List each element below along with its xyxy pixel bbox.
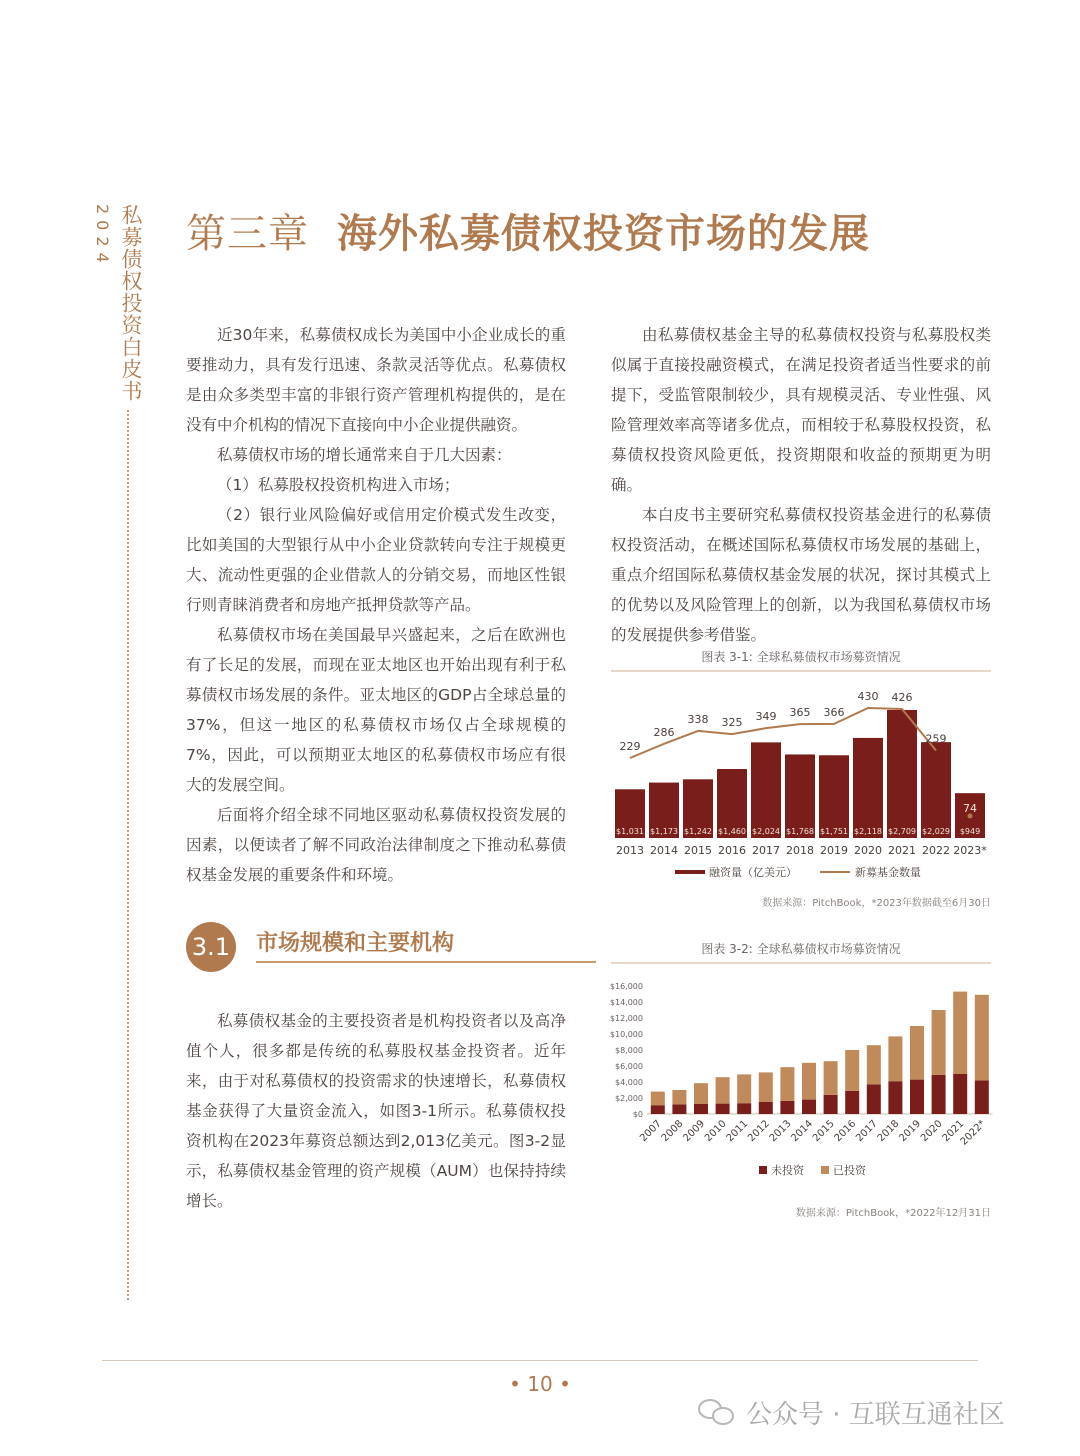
x-tick-label: 2021 — [888, 844, 916, 857]
bar-invested — [932, 1010, 946, 1075]
bar-uninvested — [780, 1101, 794, 1114]
line-data-label: 430 — [857, 690, 879, 703]
wechat-icon — [698, 1397, 738, 1427]
line-data-label: 366 — [823, 705, 845, 719]
section-number-badge: 3.1 — [186, 922, 236, 972]
right-column — [611, 320, 991, 650]
figure-2-source: 数据来源：PitchBook，*2022年12月31日 — [795, 1208, 991, 1219]
paragraph: 私募债权市场在美国最早兴盛起来，之后在欧洲也有了长足的发展，而现在亚太地区也开始出现有利于私募债权市场发展的条件。亚太地区的GDP占全球总量的37%，但这一地区的私募债权市场仅占全球规模的7%，因此，可以预期亚太地区的私募债权市场应有很大的发展空间。 — [186, 626, 566, 794]
figure-1-rule — [611, 670, 991, 672]
bar-invested — [888, 1036, 902, 1081]
bar-uninvested — [802, 1100, 816, 1114]
x-tick-label: 2019 — [897, 1118, 924, 1145]
bar-uninvested — [824, 1095, 838, 1114]
bar — [887, 710, 917, 838]
line-data-label: 259 — [925, 732, 947, 746]
line-data-label: 229 — [619, 740, 641, 753]
figure-2-rule — [611, 962, 991, 964]
x-tick-label: 2018 — [875, 1118, 902, 1145]
bar-invested — [716, 1077, 730, 1103]
line-data-label: 74 — [963, 802, 977, 815]
legend-label: 已投资 — [833, 1164, 866, 1177]
bar-data-label: $2,709 — [888, 827, 916, 836]
y-tick-label: $14,000 — [609, 998, 643, 1007]
line-data-label: 325 — [721, 716, 743, 730]
x-tick-label: 2015 — [684, 844, 712, 857]
x-tick-label: 2012 — [746, 1118, 772, 1145]
x-tick-label: 2014 — [650, 844, 678, 857]
x-tick-label: 2008 — [659, 1118, 686, 1145]
y-tick-label: $0 — [632, 1110, 643, 1119]
bar — [751, 742, 781, 838]
bar-uninvested — [694, 1104, 708, 1114]
paragraph: 近30年来，私募债权成长为美国中小企业成长的重要推动力，具有发行迅速、条款灵活等优点。私募债权是由众多类型丰富的非银行资产管理机构提供的，是在没有中介机构的情况下直接向中小企业提供融资。 — [186, 326, 566, 434]
line-data-label: 365 — [789, 706, 811, 720]
line-data-label: 349 — [755, 710, 777, 724]
legend-swatch — [675, 870, 705, 874]
paragraph: 后面将介绍全球不同地区驱动私募债权投资发展的因素，以便读者了解不同政治法律制度之下推动私募债权基金发展的重要条件和环境。 — [186, 806, 566, 884]
chapter-heading — [186, 200, 870, 260]
chapter-title: 海外私募债权投资市场的发展 — [337, 210, 870, 257]
x-tick-label: 2011 — [724, 1118, 751, 1145]
x-tick-label: 2018 — [786, 844, 814, 857]
section-title: 市场规模和主要机构 — [256, 931, 455, 956]
x-tick-label: 2022* — [958, 1118, 988, 1148]
y-tick-label: $4,000 — [615, 1078, 643, 1087]
x-tick-label: 2015 — [810, 1118, 837, 1145]
x-tick-label: 2019 — [820, 844, 848, 857]
line-data-label: 426 — [891, 690, 913, 704]
figure-2-chart — [605, 972, 995, 1192]
paragraph: 私募债权基金的主要投资者是机构投资者以及高净值个人，很多都是传统的私募股权基金投资者。近年来，由于对私募债权的投资需求的快速增长，私募债权基金获得了大量资金流入，如图3-1所示。私募债权投资机构在2023年募资总额达到2,013亿美元。图3-2显示，私募债权基金管理的资产规模（AUM）也保持持续增长。 — [186, 1012, 566, 1210]
x-tick-label: 2022 — [922, 844, 950, 857]
x-tick-label: 2020 — [854, 844, 882, 857]
figure-1-title: 图表 3-1: 全球私募债权市场募资情况 — [701, 650, 901, 664]
bar-invested — [910, 1026, 924, 1080]
x-tick-label: 2021 — [940, 1118, 967, 1145]
x-tick-label: 2020 — [918, 1118, 945, 1145]
chapter-number: 第三章 — [186, 210, 309, 257]
x-tick-label: 2009 — [681, 1118, 708, 1145]
bar-invested — [845, 1050, 859, 1091]
side-dotted-line — [127, 410, 129, 1300]
side-year: 2024 — [93, 204, 112, 269]
x-tick-label: 2017 — [752, 844, 780, 857]
bar — [853, 738, 883, 838]
x-tick-label: 2014 — [789, 1118, 816, 1145]
y-tick-label: $12,000 — [609, 1014, 643, 1023]
bar-data-label: $1,768 — [786, 827, 814, 836]
x-tick-label: 2017 — [854, 1118, 880, 1145]
legend-label: 融资量（亿美元） — [709, 866, 797, 879]
y-tick-label: $10,000 — [609, 1030, 643, 1039]
x-tick-label: 2016 — [718, 844, 746, 857]
bar-uninvested — [975, 1080, 989, 1114]
line-data-label: 338 — [687, 712, 709, 726]
bar — [921, 742, 951, 838]
y-tick-label: $6,000 — [615, 1062, 643, 1071]
x-tick-label: 2013 — [767, 1118, 794, 1145]
x-tick-label: 2010 — [702, 1118, 729, 1145]
bar-invested — [759, 1072, 773, 1102]
bar-uninvested — [867, 1084, 881, 1114]
bar — [819, 755, 849, 838]
bar — [785, 754, 815, 838]
bar-uninvested — [953, 1074, 967, 1114]
x-tick-label: 2007 — [638, 1118, 664, 1145]
section-heading — [186, 920, 596, 976]
bar-invested — [975, 995, 989, 1081]
left-column — [186, 320, 566, 890]
bar-data-label: $2,118 — [854, 827, 882, 836]
bar-uninvested — [888, 1081, 902, 1114]
y-tick-label: $16,000 — [609, 982, 643, 991]
legend-swatch — [821, 1166, 829, 1174]
bar-data-label: $2,029 — [922, 827, 950, 836]
footer-rule — [102, 1360, 978, 1361]
bar-invested — [802, 1063, 816, 1100]
figure-1-source: 数据来源：PitchBook，*2023年数据截至6月30日 — [762, 898, 991, 909]
bar-data-label: $1,242 — [684, 827, 712, 836]
bar-uninvested — [910, 1080, 924, 1114]
side-title: 私募债权投资白皮书 — [119, 204, 143, 402]
paragraph: 由私募债权基金主导的私募债权投资与私募股权类似属于直接投融资模式，在满足投资者适当性要求的前提下，受监管限制较少，具有规模灵活、专业性强、风险管理效率高等诸多优点，而相较于私募股权投资，私募债权投资风险更低，投资期限和收益的预期更为明确。 — [611, 326, 991, 494]
bar-invested — [953, 992, 967, 1074]
bar-uninvested — [759, 1102, 773, 1114]
bar-data-label: $1,173 — [650, 827, 678, 836]
bar-uninvested — [932, 1075, 946, 1114]
bar-data-label: $1,031 — [616, 827, 644, 836]
figure-2-title: 图表 3-2: 全球私募债权市场募资情况 — [701, 942, 901, 956]
bar-data-label: $1,751 — [820, 827, 848, 836]
paragraph: （1）私募股权投资机构进入市场； — [217, 476, 460, 494]
bar-invested — [780, 1067, 794, 1101]
bar-data-label: $1,460 — [718, 827, 746, 836]
section-rule — [256, 961, 596, 963]
x-tick-label: 2013 — [616, 844, 644, 857]
paragraph: 本白皮书主要研究私募债权投资基金进行的私募债权投资活动，在概述国际私募债权市场发展的基础上，重点介绍国际私募债权基金发展的状况，探讨其模式上的优势以及风险管理上的创新，以为我国私募债权市场的发展提供参考借鉴。 — [611, 506, 991, 644]
page-number: • 10 • — [509, 1372, 571, 1396]
x-tick-label: 2023* — [953, 844, 987, 857]
bar-uninvested — [845, 1091, 859, 1114]
legend-label: 未投资 — [771, 1164, 804, 1177]
bar-data-label: $949 — [959, 827, 981, 836]
bar-invested — [867, 1045, 881, 1084]
bar-uninvested — [716, 1104, 730, 1114]
bar-uninvested — [672, 1104, 686, 1114]
bar-invested — [737, 1074, 751, 1103]
y-tick-label: $8,000 — [615, 1046, 643, 1055]
bar-uninvested — [737, 1103, 751, 1114]
watermark — [698, 1392, 1005, 1432]
line-data-label: 286 — [653, 725, 675, 739]
figure-1-chart — [605, 680, 995, 900]
bar-uninvested — [651, 1105, 665, 1114]
paragraph: （2）银行业风险偏好或信用定价模式发生改变，比如美国的大型银行从中小企业贷款转向专注于规模更大、流动性更强的企业借款人的分销交易，而地区性银行则青睐消费者和房地产抵押贷款等产品。 — [186, 506, 566, 614]
bar-invested — [824, 1061, 838, 1095]
x-tick-label: 2016 — [832, 1118, 859, 1145]
bar-invested — [672, 1090, 686, 1104]
legend-swatch — [759, 1166, 767, 1174]
bar-invested — [651, 1092, 665, 1106]
legend-label: 新募基金数量 — [855, 866, 921, 879]
section-column — [186, 1006, 566, 1216]
watermark-text: 公众号 · 互联互通社区 — [746, 1399, 1005, 1430]
y-tick-label: $2,000 — [615, 1094, 643, 1103]
bar-invested — [694, 1083, 708, 1104]
paragraph: 私募债权市场的增长通常来自于几大因素： — [217, 446, 512, 464]
bar-data-label: $2,024 — [752, 827, 780, 836]
